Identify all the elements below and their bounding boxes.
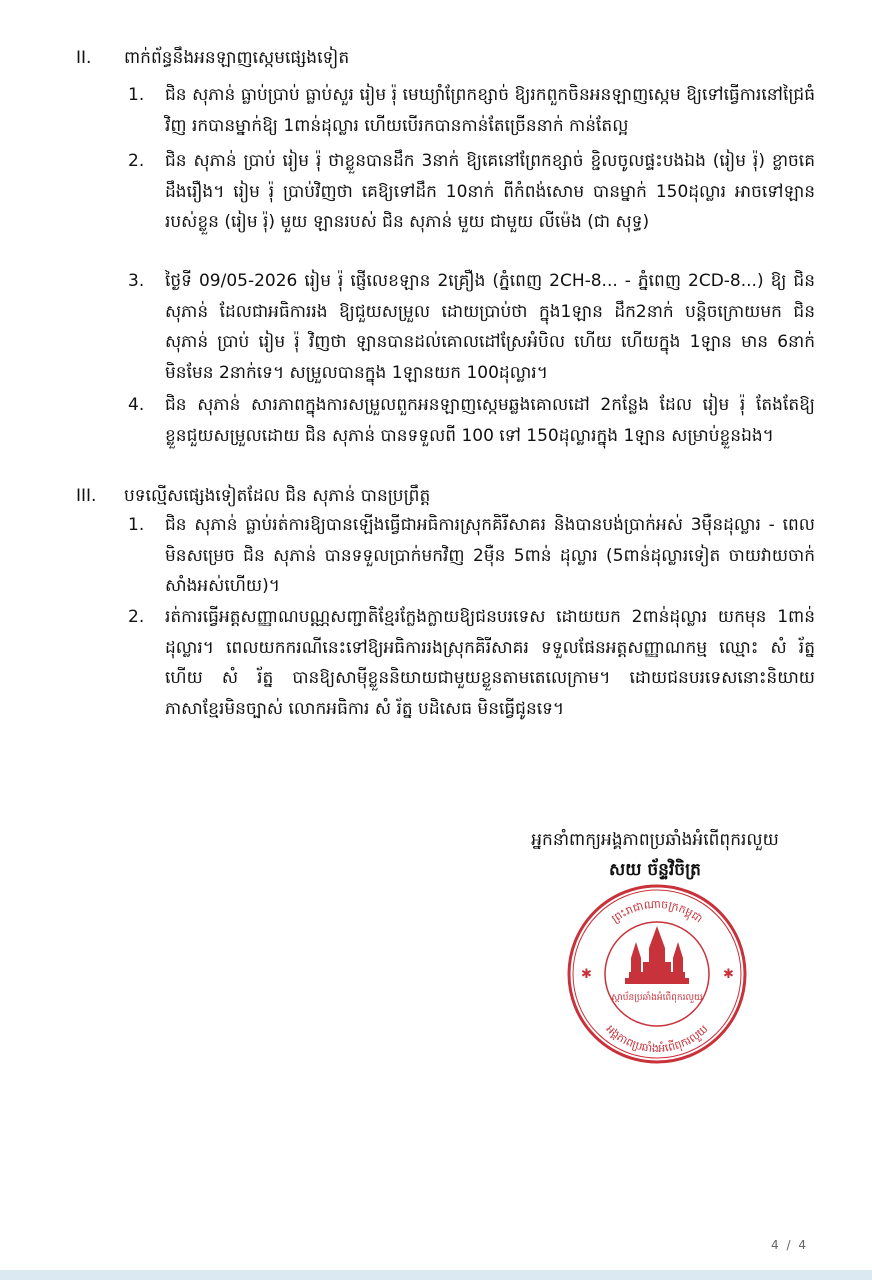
list-item-text: រត់ការធ្វើអត្តសញ្ញាណបណ្ណសញ្ជាតិខ្មែរក្លែងក្លាយឱ្យជនបរទេស ដោយយក 2ពាន់ដុល្លារ យកមុន 1ពាន់ដុល្លារ។ ពេលយកករណីនេះទៅឱ្យអធិការរងស្រុកគិរីសាគរ ទទួលផែនអត្តសញ្ញាណកម្ម ឈ្មោះ សំ រ័ត្ន ហើយ សំ រ័ត្ន បានឱ្យសាម៉ីខ្លួននិយាយជាមួយខ្លួនតាមតេលេក្រាម។ ដោយជនបរទេសនោះនិយាយភាសាខ្មែរមិនច្បាស់ លោកអធិការ សំ រ័ត្ន បដិសេធ មិនធ្វើជូនទេ។ xyxy=(165,607,815,719)
list-item-number: 1. xyxy=(128,85,145,105)
section-numeral: III. xyxy=(76,486,97,506)
list-item-text: ជិន សុភាន់ សារភាពក្នុងការសម្រួលពួកអនឡាញស្កេមឆ្លងគោលដៅ 2កន្លែង ដែល រៀម រ៉ុ តែងតែឱ្យខ្លួនជួយសម្រួលដោយ ជិន សុភាន់ បានទទួលពី 100 ទៅ 150ដុល្លារក្នុង 1ឡាន សម្រាប់ខ្លួនឯង។ xyxy=(165,395,815,446)
signature-title: អ្នកនាំពាក្យអង្គភាពប្រឆាំងអំពើពុករលួយ xyxy=(531,830,779,850)
seal-inner-text: ស្ថាប័នប្រឆាំងអំពើពុករលួយ xyxy=(611,993,703,1003)
signature-name: សយ ច័ន្ទវិចិត្រ xyxy=(609,860,701,880)
list-item-text: ជិន សុភាន់ ប្រាប់ រៀម រ៉ុ ថាខ្លួនបានដឹក 3នាក់ ឱ្យគេនៅព្រែកខ្សាច់ ខ្ជិលចូលផ្ទះបងឯង (រៀម រ៉ុ) ខ្លាចគេដឹងរឿង។ រៀម រ៉ុ ប្រាប់វិញថា គេឱ្យទៅដឹក 10នាក់ ពីកំពង់សោម បានម្នាក់ 150ដុល្លារ អាចទៅឡានរបស់ខ្លួន (រៀម រ៉ុ) មួយ ឡានរបស់ ជិន សុភាន់ មួយ ជាមួយ លីម៉េង (ជា សុទ្ធ) xyxy=(165,151,815,232)
temple-emblem-icon xyxy=(625,926,689,984)
list-item-number: 4. xyxy=(128,395,145,415)
seal-top-text: ព្រះរាជាណាចក្រកម្ពុជា xyxy=(609,897,705,926)
seal-star-left-icon: ✱ xyxy=(581,967,592,982)
official-seal xyxy=(565,882,749,1066)
list-item-number: 3. xyxy=(128,271,145,291)
list-item-number: 2. xyxy=(128,151,145,171)
bottom-edge-bar xyxy=(0,1270,872,1280)
list-item-text: ជិន សុភាន់ ធ្លាប់ប្រាប់ ធ្លាប់សួរ រៀម រ៉ុ មេឃ្យាំព្រែកខ្សាច់ ឱ្យរកពួកចិនអនឡាញស្កេម ឱ្យទៅធ្វើការនៅជ្រៃធំវិញ រកបានម្នាក់ឱ្យ 1ពាន់ដុល្លារ ហើយបើរកបានកាន់តែច្រើននាក់ កាន់តែល្អ xyxy=(165,85,815,136)
list-item-text: ថ្ងៃទី 09/05-2026 រៀម រ៉ុ ផ្ញើលេខឡាន 2គ្រឿង (ភ្នំពេញ 2CH-8... - ភ្នំពេញ 2CD-8...) ឱ្យ ជិន សុភាន់ ដែលជាអធិការរង ឱ្យជួយសម្រួល ដោយប្រាប់ថា ក្នុង1ឡាន ដឹក2នាក់ បន្តិចក្រោយមក ជិន សុភាន់ ប្រាប់ រៀម រ៉ុ វិញថា ឡានបានដល់គោលដៅស្រែអំបិល ហើយ ហើយក្នុង 1ឡាន មាន 6នាក់ មិនមែន 2នាក់ទេ។ សម្រួលបានក្នុង 1ឡានយក 100ដុល្លារ។ xyxy=(165,271,815,383)
section-numeral: II. xyxy=(76,48,92,68)
section-heading: ពាក់ព័ន្ធនឹងអនឡាញស្កេមផ្សេងទៀត xyxy=(124,48,350,68)
seal-star-right-icon: ✱ xyxy=(723,967,734,982)
section-heading: បទល្មើសផ្សេងទៀតដែល ជិន សុភាន់ បានប្រព្រឹត្ត xyxy=(124,486,431,506)
list-item-number: 1. xyxy=(128,515,145,535)
list-item-text: ជិន សុភាន់ ធ្លាប់រត់ការឱ្យបានឡើងធ្វើជាអធិការស្រុកគិរីសាគរ និងបានបង់ប្រាក់អស់ 3ម៉ឺនដុល្លារ - ពេលមិនសម្រេច ជិន សុភាន់ បានទទួលប្រាក់មកវិញ 2ម៉ឺន 5ពាន់ ដុល្លារ (5ពាន់ដុល្លារទៀត ចាយវាយចាក់សាំងអស់ហើយ)។ xyxy=(165,515,815,596)
list-item-number: 2. xyxy=(128,607,145,627)
seal-bottom-text: អង្គភាពប្រឆាំងអំពើពុករលួយ xyxy=(603,1022,711,1056)
page-number: 4 / 4 xyxy=(771,1238,808,1252)
